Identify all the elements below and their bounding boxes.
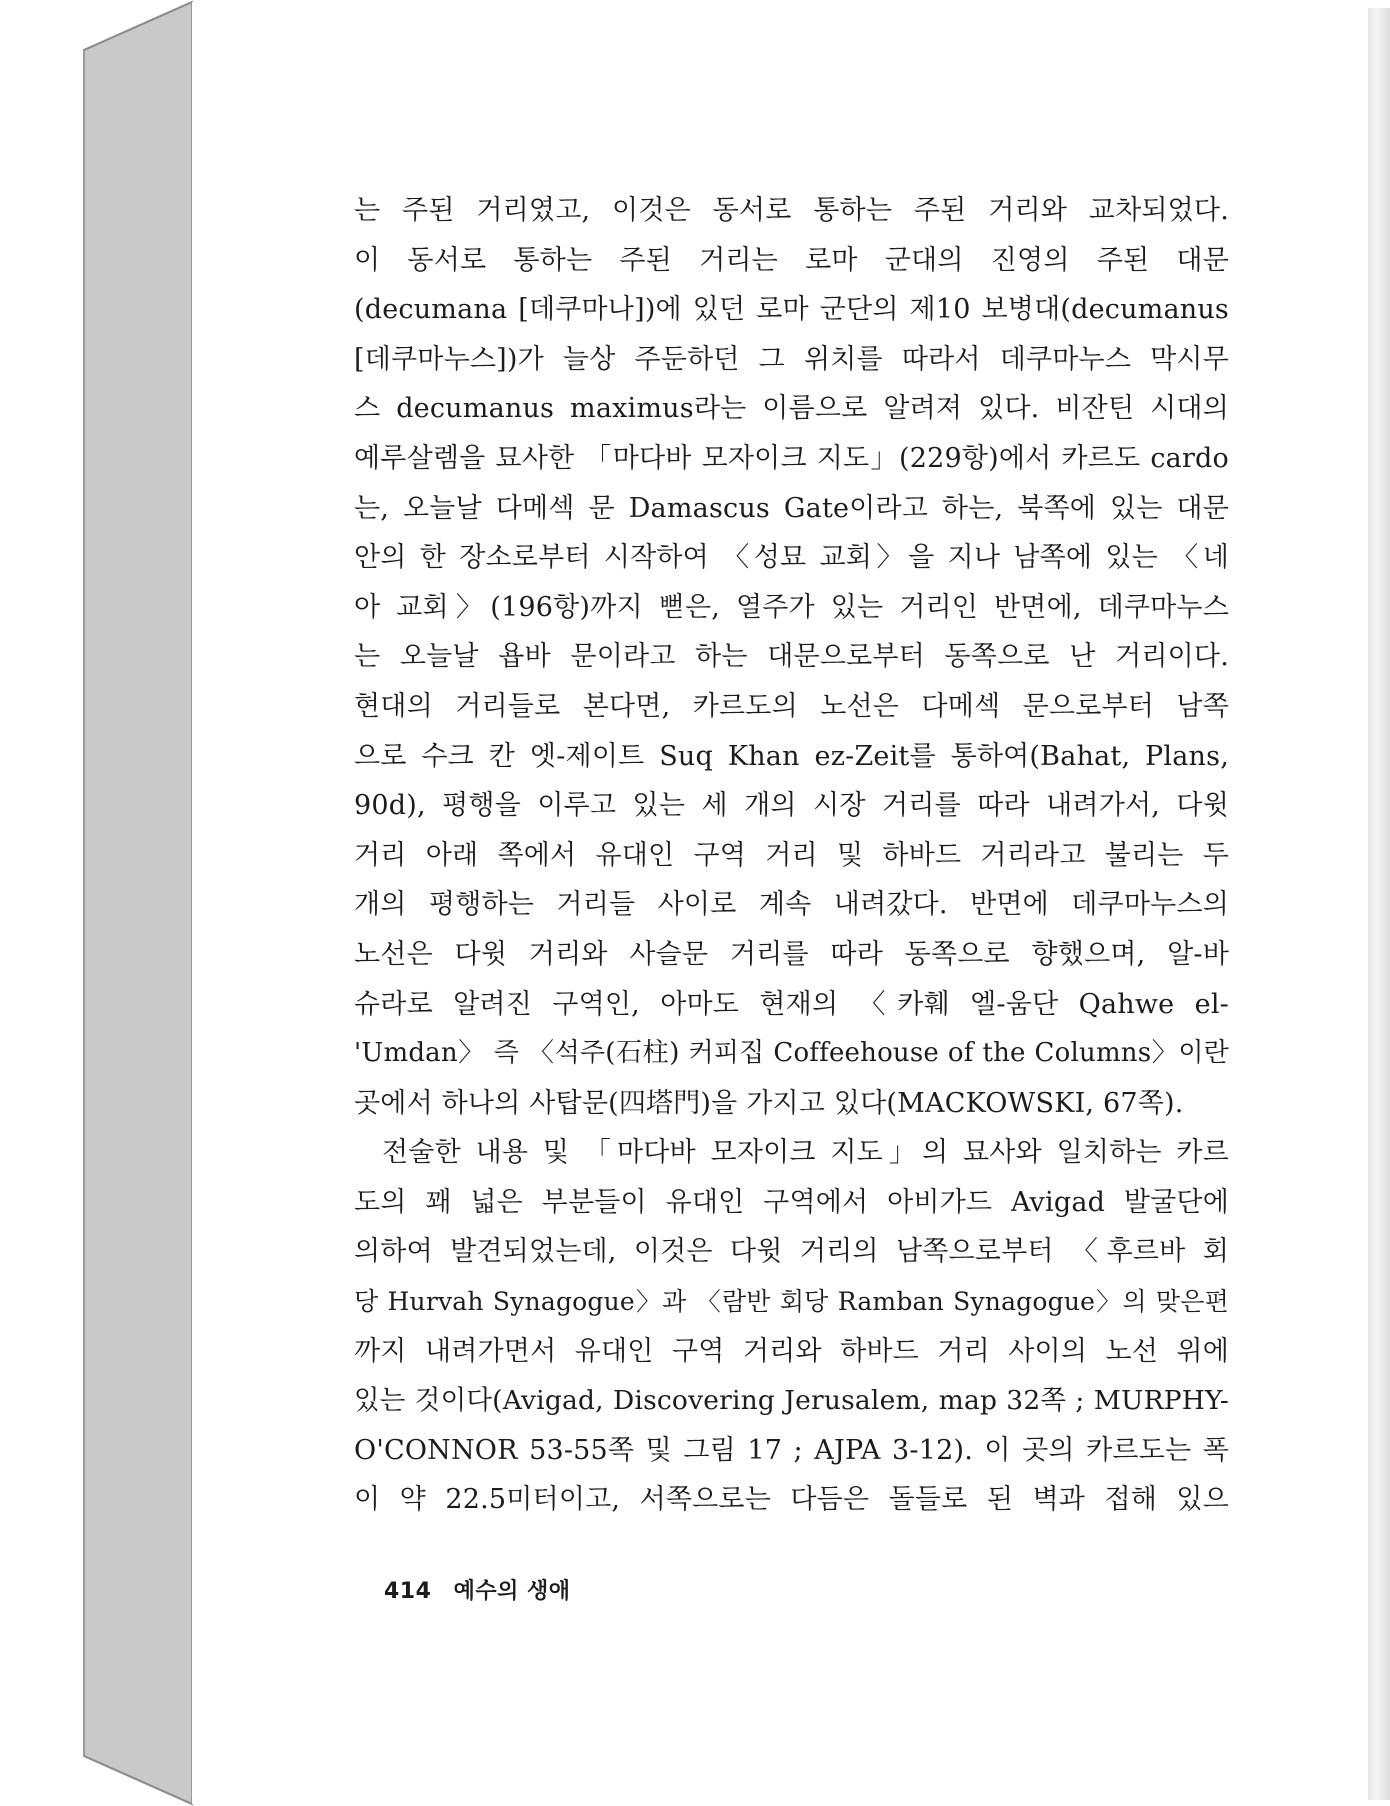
text-line: 까지 내려가면서 유대인 구역 거리와 하바드 거리 사이의 노선 위에: [354, 1335, 1229, 1367]
text-line: 있는 것이다(Avigad, Discovering Jerusalem, map 32쪽 ; MURPHY-: [354, 1385, 1229, 1417]
text-line: 의하여 발견되었는데, 이것은 다윗 거리의 남쪽으로부터 〈후르바 회: [354, 1236, 1229, 1268]
page-number: 414: [384, 1579, 432, 1604]
text-line: 곳에서 하나의 사탑문(四塔門)을 가지고 있다(MACKOWSKI, 67쪽).: [354, 1087, 1184, 1119]
body-text: [354, 186, 1229, 1525]
text-line: 예루살렘을 묘사한 「마다바 모자이크 지도」(229항)에서 카르도 cardo: [354, 442, 1229, 474]
text-line: 현대의 거리들로 본다면, 카르도의 노선은 다메섹 문으로부터 남쪽: [354, 690, 1229, 722]
text-line: 개의 평행하는 거리들 사이로 계속 내려갔다. 반면에 데쿠마누스의: [354, 889, 1229, 921]
text-line: 이 약 22.5미터이고, 서쪽으로는 다듬은 돌들로 된 벽과 접해 있으: [354, 1484, 1229, 1516]
text-line: 스 decumanus maximus라는 이름으로 알려져 있다. 비잔틴 시대의: [354, 393, 1229, 425]
text-line: 는 주된 거리였고, 이것은 동서로 통하는 주된 거리와 교차되었다.: [354, 195, 1229, 226]
text-line: O'CONNOR 53-55쪽 및 그림 17 ; AJPA 3-12). 이 곳의 카르도는 폭: [354, 1434, 1229, 1466]
text-line: 안의 한 장소로부터 시작하여 〈성묘 교회〉을 지나 남쪽에 있는 〈네: [354, 542, 1229, 574]
text-line: 는, 오늘날 다메섹 문 Damascus Gate이라고 하는, 북쪽에 있는 대문: [354, 492, 1229, 524]
text-line: 거리 아래 쪽에서 유대인 구역 거리 및 하바드 거리라고 불리는 두: [354, 839, 1229, 871]
text-line: 노선은 다윗 거리와 사슬문 거리를 따라 동쪽으로 향했으며, 알-바: [354, 938, 1229, 970]
text-line: 90d), 평행을 이루고 있는 세 개의 시장 거리를 따라 내려가서, 다윗: [354, 790, 1229, 822]
paragraph-start-line: 전술한 내용 및 「마다바 모자이크 지도」의 묘사와 일치하는 카르: [382, 1137, 1229, 1169]
running-title: 예수의 생애: [453, 1579, 571, 1604]
text-line: 으로 수크 칸 엣-제이트 Suq Khan ez-Zeit를 통하여(Bahat, Plans,: [354, 740, 1229, 772]
text-line: 이 동서로 통하는 주된 거리는 로마 군대의 진영의 주된 대문: [354, 244, 1229, 276]
text-line: [데쿠마누스])가 늘상 주둔하던 그 위치를 따라서 데쿠마누스 막시무: [354, 343, 1229, 375]
text-line: 도의 꽤 넓은 부분들이 유대인 구역에서 아비가드 Avigad 발굴단에: [354, 1186, 1229, 1218]
page-right-edge: [1368, 8, 1390, 1800]
page-footer: [384, 1574, 571, 1605]
text-line: 슈라로 알려진 구역인, 아마도 현재의 〈카훼 엘-움단 Qahwe el-: [354, 988, 1229, 1020]
text-line: 는 오늘날 욥바 문이라고 하는 대문으로부터 동쪽으로 난 거리이다.: [354, 641, 1229, 673]
text-line: 'Umdan〉 즉 〈석주(石柱) 커피집 Coffeehouse of the Columns〉이란: [354, 1038, 1229, 1069]
spine-face: [84, 2, 192, 1804]
text-line: 아 교회〉(196항)까지 뻗은, 열주가 있는 거리인 반면에, 데쿠마누스: [354, 591, 1229, 623]
text-line: 당 Hurvah Synagogue〉과 〈람반 회당 Ramban Synagogue〉의 맞은편: [354, 1287, 1229, 1317]
text-line: (decumana [데쿠마나])에 있던 로마 군단의 제10 보병대(decumanus: [354, 294, 1229, 326]
